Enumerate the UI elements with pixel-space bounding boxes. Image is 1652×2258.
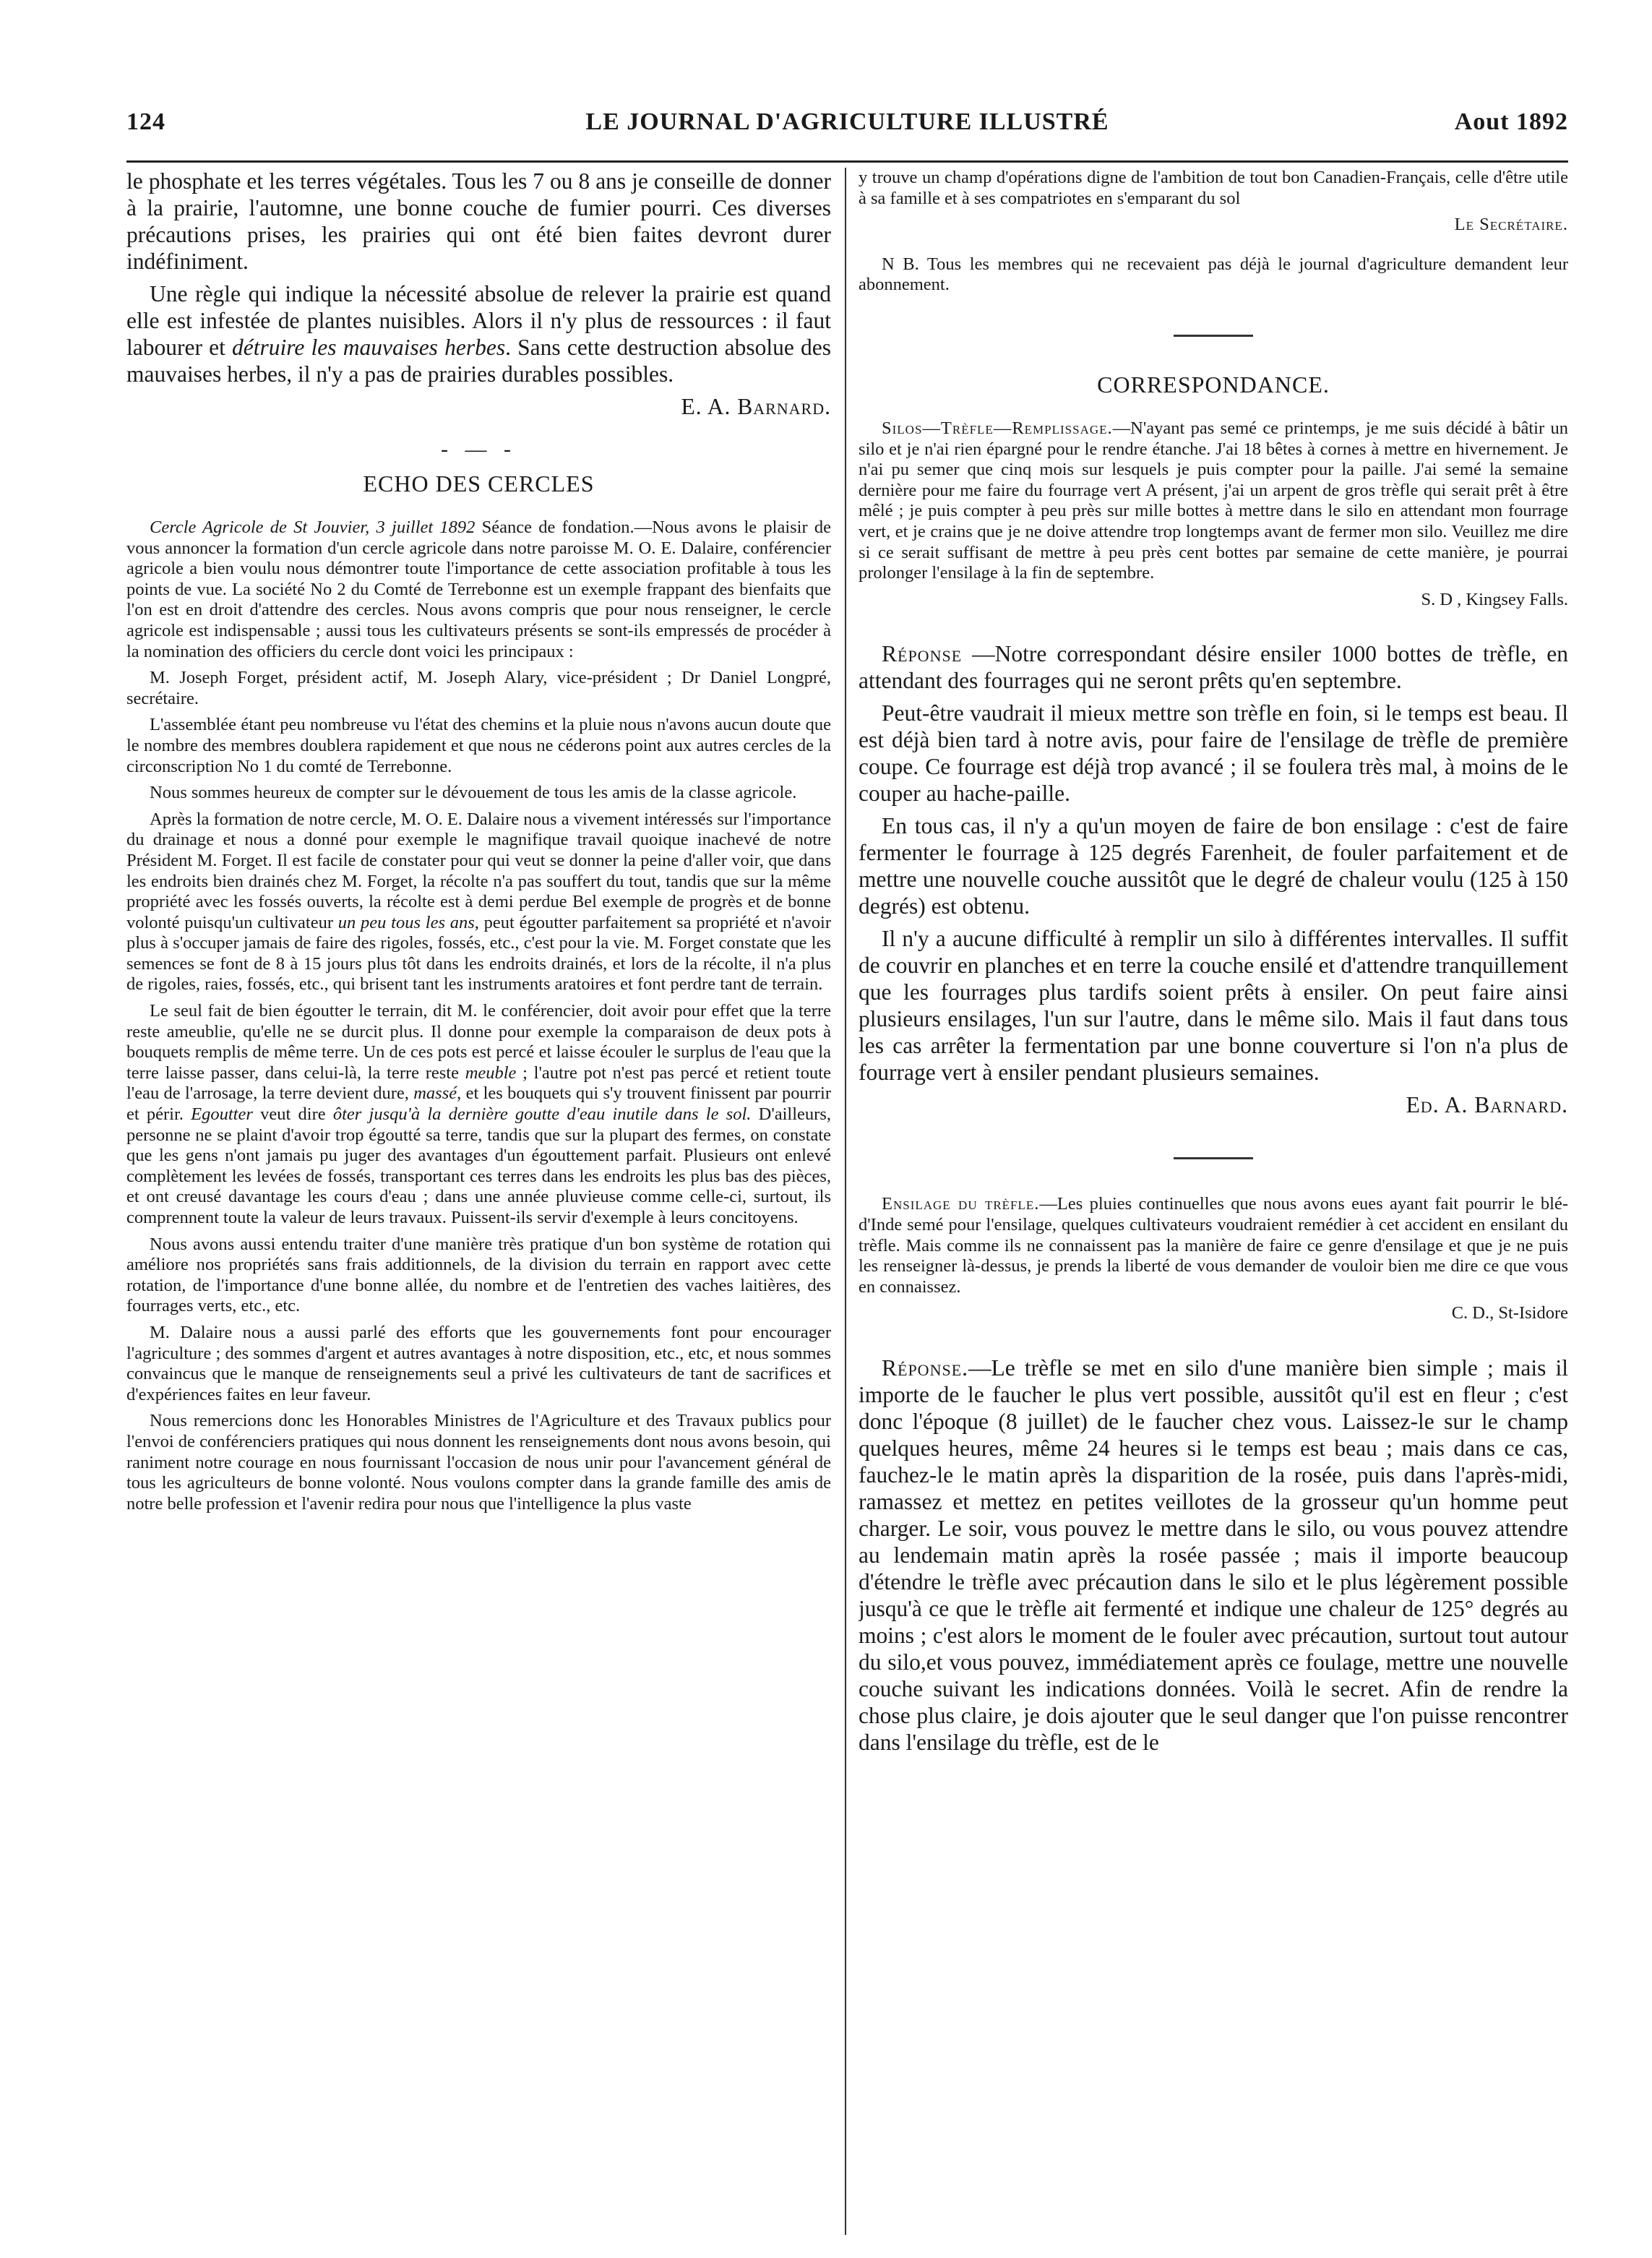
reply-paragraph: Réponse.—Le trèfle se met en silo d'une manière bien simple ; mais il importe de le faucher le plus vert possible, aussitôt qu'il est en fleur ; c'est donc l'époque (8 juillet) de le faucher chez vous. Laissez-le sur le champ quelques heures, même 24 heures si le temps est beau ; mais dans ce cas, fauchez-le le matin après la disparition de la rosée, puis dans l'après-midi, ramassez et mettez en petites veillotes de la grosseur qu'un homme peut charger. Le soir, vous pouvez le mettre dans le silo, ou vous pouvez attendre au lendemain matin après la rosée passée ; mais il importe beaucoup d'étendre le trèfle avec précaution dans le silo et le plus légèrement possible jusqu'à ce que le trèfle ait fermenté et indique une chaleur de 125° degrés au moins ; c'est alors le moment de le fouler avec précaution, surtout tout autour du silo,et vous pouvez, immédiatement après ce foulage, mettre une nouvelle couche suivant les indications données. Voilà le secret. Afin de rendre la chose plus claire, je dois ajouter que le seul danger que l'on puisse rencontrer dans l'ensilage du trèfle, est de le bbox=[859, 1355, 1568, 1755]
page-number: 124 bbox=[126, 108, 165, 135]
emphasis-text: détruire les mauvaises herbes bbox=[232, 335, 506, 360]
section-title-correspondance: CORRESPONDANCE. bbox=[1097, 371, 1330, 398]
issue-date: Aout 1892 bbox=[1454, 108, 1568, 135]
section-divider bbox=[1174, 1157, 1253, 1159]
signature: S. D , Kingsey Falls. bbox=[1421, 589, 1568, 609]
section-title-echo: ECHO DES CERCLES bbox=[363, 471, 595, 497]
emphasis-text: ôter jusqu'à la dernière goutte d'eau inutile dans le sol. bbox=[332, 1104, 752, 1125]
signature: Ed. A. Barnard. bbox=[1406, 1092, 1568, 1118]
article-paragraph: L'assemblée étant peu nombreuse vu l'état des chemins et la pluie nous n'avons aucun doute que le nombre des membres doublera rapidement et que nous ne céderons point aux autres cercles de la circonscription No 1 du comté de Terrebonne. bbox=[126, 715, 831, 776]
letter-paragraph: Silos—Trèfle—Remplissage.—N'ayant pas semé ce printemps, je me suis décidé à bâtir un silo et je n'ai rien épargné pour le rendre étanche. J'ai 18 bêtes à cornes à mettre en hivernement. Je n'ai pu semer que cinq mois sur lesquels je puis compter pour la paille. J'ai semé la semaine dernière pour me faire du fourrage vert A présent, j'ai un arpent de gros trèfle qui serait prêt à être mêlé ; je puis compter à peu près sur mille bottes à mettre dans le silo en attendant mon fourrage vert, et je crains que je ne doive attendre trop longtemps avant de fermer mon silo. Veuillez me dire si ce serait suffisant de mettre à peu près cent bottes par semaine de cette manière, je pourrai prolonger l'ensilage à la fin de septembre. bbox=[859, 418, 1568, 583]
emphasis-text: un peu tous les ans bbox=[337, 912, 475, 932]
signature: C. D., St-Isidore bbox=[1451, 1303, 1568, 1323]
letter-lead: Silos—Trèfle—Remplissage. bbox=[882, 418, 1113, 438]
article-paragraph: Nous sommes heureux de compter sur le dévouement de tous les amis de la classe agricole. bbox=[150, 783, 797, 803]
article-paragraph: Le seul fait de bien égoutter le terrain, dit M. le conférencier, doit avoir pour effet que la terre reste ameublie, qu'elle ne se durcit plus. Il donne pour exemple la comparaison de deux pots à bouquets remplis de même terre. Un de ces pots est percé et laisse écouler le surplus de l'eau que la terre laisse passer, dans celui-là, la terre reste meuble ; l'autre pot n'est pas percé et retient toute l'eau de l'arrosage, la terre devient dure, massé, et les bouquets qui s'y trouvent finissent par pourrir et périr. Egoutter veut dire ôter jusqu'à la dernière goutte d'eau inutile dans le sol. D'ailleurs, personne ne se plaint d'avoir trop égoutté sa terre, tandis que sur la plupart des fermes, on constate que les gens n'ont jamais pu juger des avantages d'un égouttement parfait. Plusieurs ont enlevé complètement les levées de fossés, transportant ces terres dans les endroits les plus bas des pièces, et ont creusé davantage les cours d'eau ; dans une année pluvieuse comme celle-ci, surtout, ils comprennent toute la valeur de leurs travaux. Puissent-ils servir d'exemple à leurs concitoyens. bbox=[126, 1001, 831, 1227]
article-paragraph: Nous avons aussi entendu traiter d'une manière très pratique d'un bon système de rotation qui améliore nos propriétés sans frais additionnels, de la division du terrain en rapport avec cette rotation, de l'importance d'une bonne allée, du nombre et de l'entretien des vaches laitières, des fourrages verts, etc., etc. bbox=[126, 1234, 831, 1316]
article-paragraph: le phosphate et les terres végétales. Tous les 7 ou 8 ans je conseille de donner à la prairie, l'automne, une bonne couche de fumier pourri. Ces diverses précautions prises, les prairies qui ont été bien faites devront durer indéfiniment. bbox=[126, 168, 831, 274]
letter-paragraph: Ensilage du trèfle.—Les pluies continuelles que nous avons eues ayant fait pourrir le blé-d'Inde semé pour l'ensilage, quelques cultivateurs voudraient remédier à cet accident en ensilant du trèfle. Mais comme ils ne connaissent pas la manière de faire ce genre d'ensilage et que je ne puis les renseigner là-dessus, je prends la liberté de vous demander de vouloir bien me dire ce que vous en connaissez. bbox=[859, 1194, 1568, 1297]
signature: Le Secrétaire. bbox=[1454, 215, 1568, 235]
reply-paragraph: En tous cas, il n'y a qu'un moyen de faire de bon ensilage : c'est de faire fermenter le fourrage à 125 degrés Farenheit, de fouler parfaitement et de mettre une nouvelle couche aussitôt que le degré de chaleur voulu (125 à 150 degrés) est obtenu. bbox=[859, 813, 1568, 919]
letter-lead: Ensilage du trèfle. bbox=[882, 1194, 1040, 1214]
section-divider bbox=[1174, 335, 1253, 337]
signature: E. A. Barnard. bbox=[681, 394, 831, 419]
article-paragraph: M. Dalaire nous a aussi parlé des efforts que les gouvernements font pour encourager l'agriculture ; des sommes d'argent et autres avantages à notre disposition, etc., etc, et nous sommes convaincus que le manque de renseignements seul a privé les cultivateurs de tant de sacrifices et d'expériences faites en leur faveur. bbox=[126, 1322, 831, 1404]
header-rule bbox=[126, 160, 1568, 163]
section-divider: - — - bbox=[441, 437, 517, 461]
article-paragraph: M. Joseph Forget, président actif, M. Joseph Alary, vice-président ; Dr Daniel Longpré, secrétaire. bbox=[126, 668, 831, 708]
emphasis-text: meuble bbox=[465, 1063, 517, 1083]
running-header bbox=[126, 108, 1568, 145]
article-paragraph: Après la formation de notre cercle, M. O. E. Dalaire nous a vivement intéressés sur l'importance du drainage et nous a donné pour exemple le magnifique travail quoique inachevé de notre Président M. Forget. Il est facile de constater pour qui veut se donner la peine d'aller voir, que dans les endroits bien drainés chez M. Forget, la récolte n'a pas souffert du tout, tandis que sur la même propriété avec les fossés ouverts, la récolte est à demi perdue Bel exemple de progrès et de bonne volonté puisqu'un cultivateur un peu tous les ans, peut égoutter parfaitement sa propriété et n'avoir plus à s'occuper jamais de faire des rigoles, fossés, etc., c'est pour la vie. M. Forget constate que les semences se font de 8 à 15 jours plus tôt dans les endroits drainés, et lors de la récolte, il n'a plus de rigoles, raies, fossés, etc., qui brisent tant les instruments aratoires et font perdre tant de terrain. bbox=[126, 809, 831, 995]
reply-paragraph: Il n'y a aucune difficulté à remplir un silo à différentes intervalles. Il suffit de couvrir en planches et en terre la couche ensilé et d'attendre tranquillement que les fourrages plus tardifs soient prêts à ensiler. On peut faire ainsi plusieurs ensilages, l'un sur l'autre, dans le même silo. Mais il faut dans tous les cas arrêter la fermentation par une bonne couverture si l'on n'a plus de fourrage vert à ensiler pendant plusieurs semaines. bbox=[859, 926, 1568, 1086]
emphasis-text: massé bbox=[413, 1083, 457, 1104]
article-paragraph: Nous remercions donc les Honorables Ministres de l'Agriculture et des Travaux publics pour l'envoi de conférenciers pratiques qui nous donnent les renseignements dont nous avons besoin, qui raniment notre courage en nous fournissant l'occasion de nous unir pour l'avancement général de tous les agriculteurs de bonne volonté. Nous voulons compter dans la grande famille des amis de notre belle profession et l'avenir redira pour nous que l'intelligence la plus vaste bbox=[126, 1411, 831, 1514]
journal-title: LE JOURNAL D'AGRICULTURE ILLUSTRÉ bbox=[585, 108, 1109, 135]
reply-paragraph: Réponse —Notre correspondant désire ensiler 1000 bottes de trèfle, en attendant des fourrages qui ne seront prêts qu'en septembre. bbox=[859, 641, 1568, 694]
article-paragraph: y trouve un champ d'opérations digne de l'ambition de tout bon Canadien-Français, celle d'être utile à sa famille et à ses compatriotes en s'emparant du sol bbox=[859, 168, 1568, 208]
emphasis-text: Cercle Agricole de St Jouvier, 3 juillet 1892 bbox=[150, 518, 476, 537]
reply-paragraph: Peut-être vaudrait il mieux mettre son trèfle en foin, si le temps est beau. Il est déjà bien tard à notre avis, pour faire de l'ensilage de trèfle de première coupe. Ce fourrage est déjà trop avancé ; il se foulera très mal, à moins de le couper au hache-paille. bbox=[859, 700, 1568, 807]
reply-lead: Réponse. bbox=[882, 1355, 969, 1381]
notice-paragraph: N B. Tous les membres qui ne recevaient pas déjà le journal d'agriculture demandent leur abonnement. bbox=[859, 254, 1568, 295]
column-divider bbox=[845, 168, 846, 2235]
left-column bbox=[126, 168, 831, 2235]
right-column bbox=[859, 168, 1568, 2235]
emphasis-text: Egoutter bbox=[191, 1104, 253, 1125]
article-paragraph: Une règle qui indique la nécessité absolue de relever la prairie est quand elle est infestée de plantes nuisibles. Alors il n'y plus de ressources : il faut labourer et détruire les mauvaises herbes. Sans cette destruction absolue des mauvaises herbes, il n'y a pas de prairies durables possibles. bbox=[126, 281, 831, 387]
reply-lead: Réponse bbox=[882, 641, 963, 667]
article-paragraph: Cercle Agricole de St Jouvier, 3 juillet 1892 Séance de fondation.—Nous avons le plaisir de vous annoncer la formation d'un cercle agricole dans notre paroisse M. O. E. Dalaire, conférencier agricole a bien voulu nous démontrer toute l'importance de cette association profitable à tous les points de vue. La société No 2 du Comté de Terrebonne est un exemple frappant des bienfaits que l'on est en droit d'attendre des cercles. Nous avons compris que pour nous renseigner, le cercle agricole est indispensable ; aussi tous les cultivateurs présents se sont-ils empressés de procéder à la nomination des officiers du cercle dont voici les principaux : bbox=[126, 518, 831, 661]
